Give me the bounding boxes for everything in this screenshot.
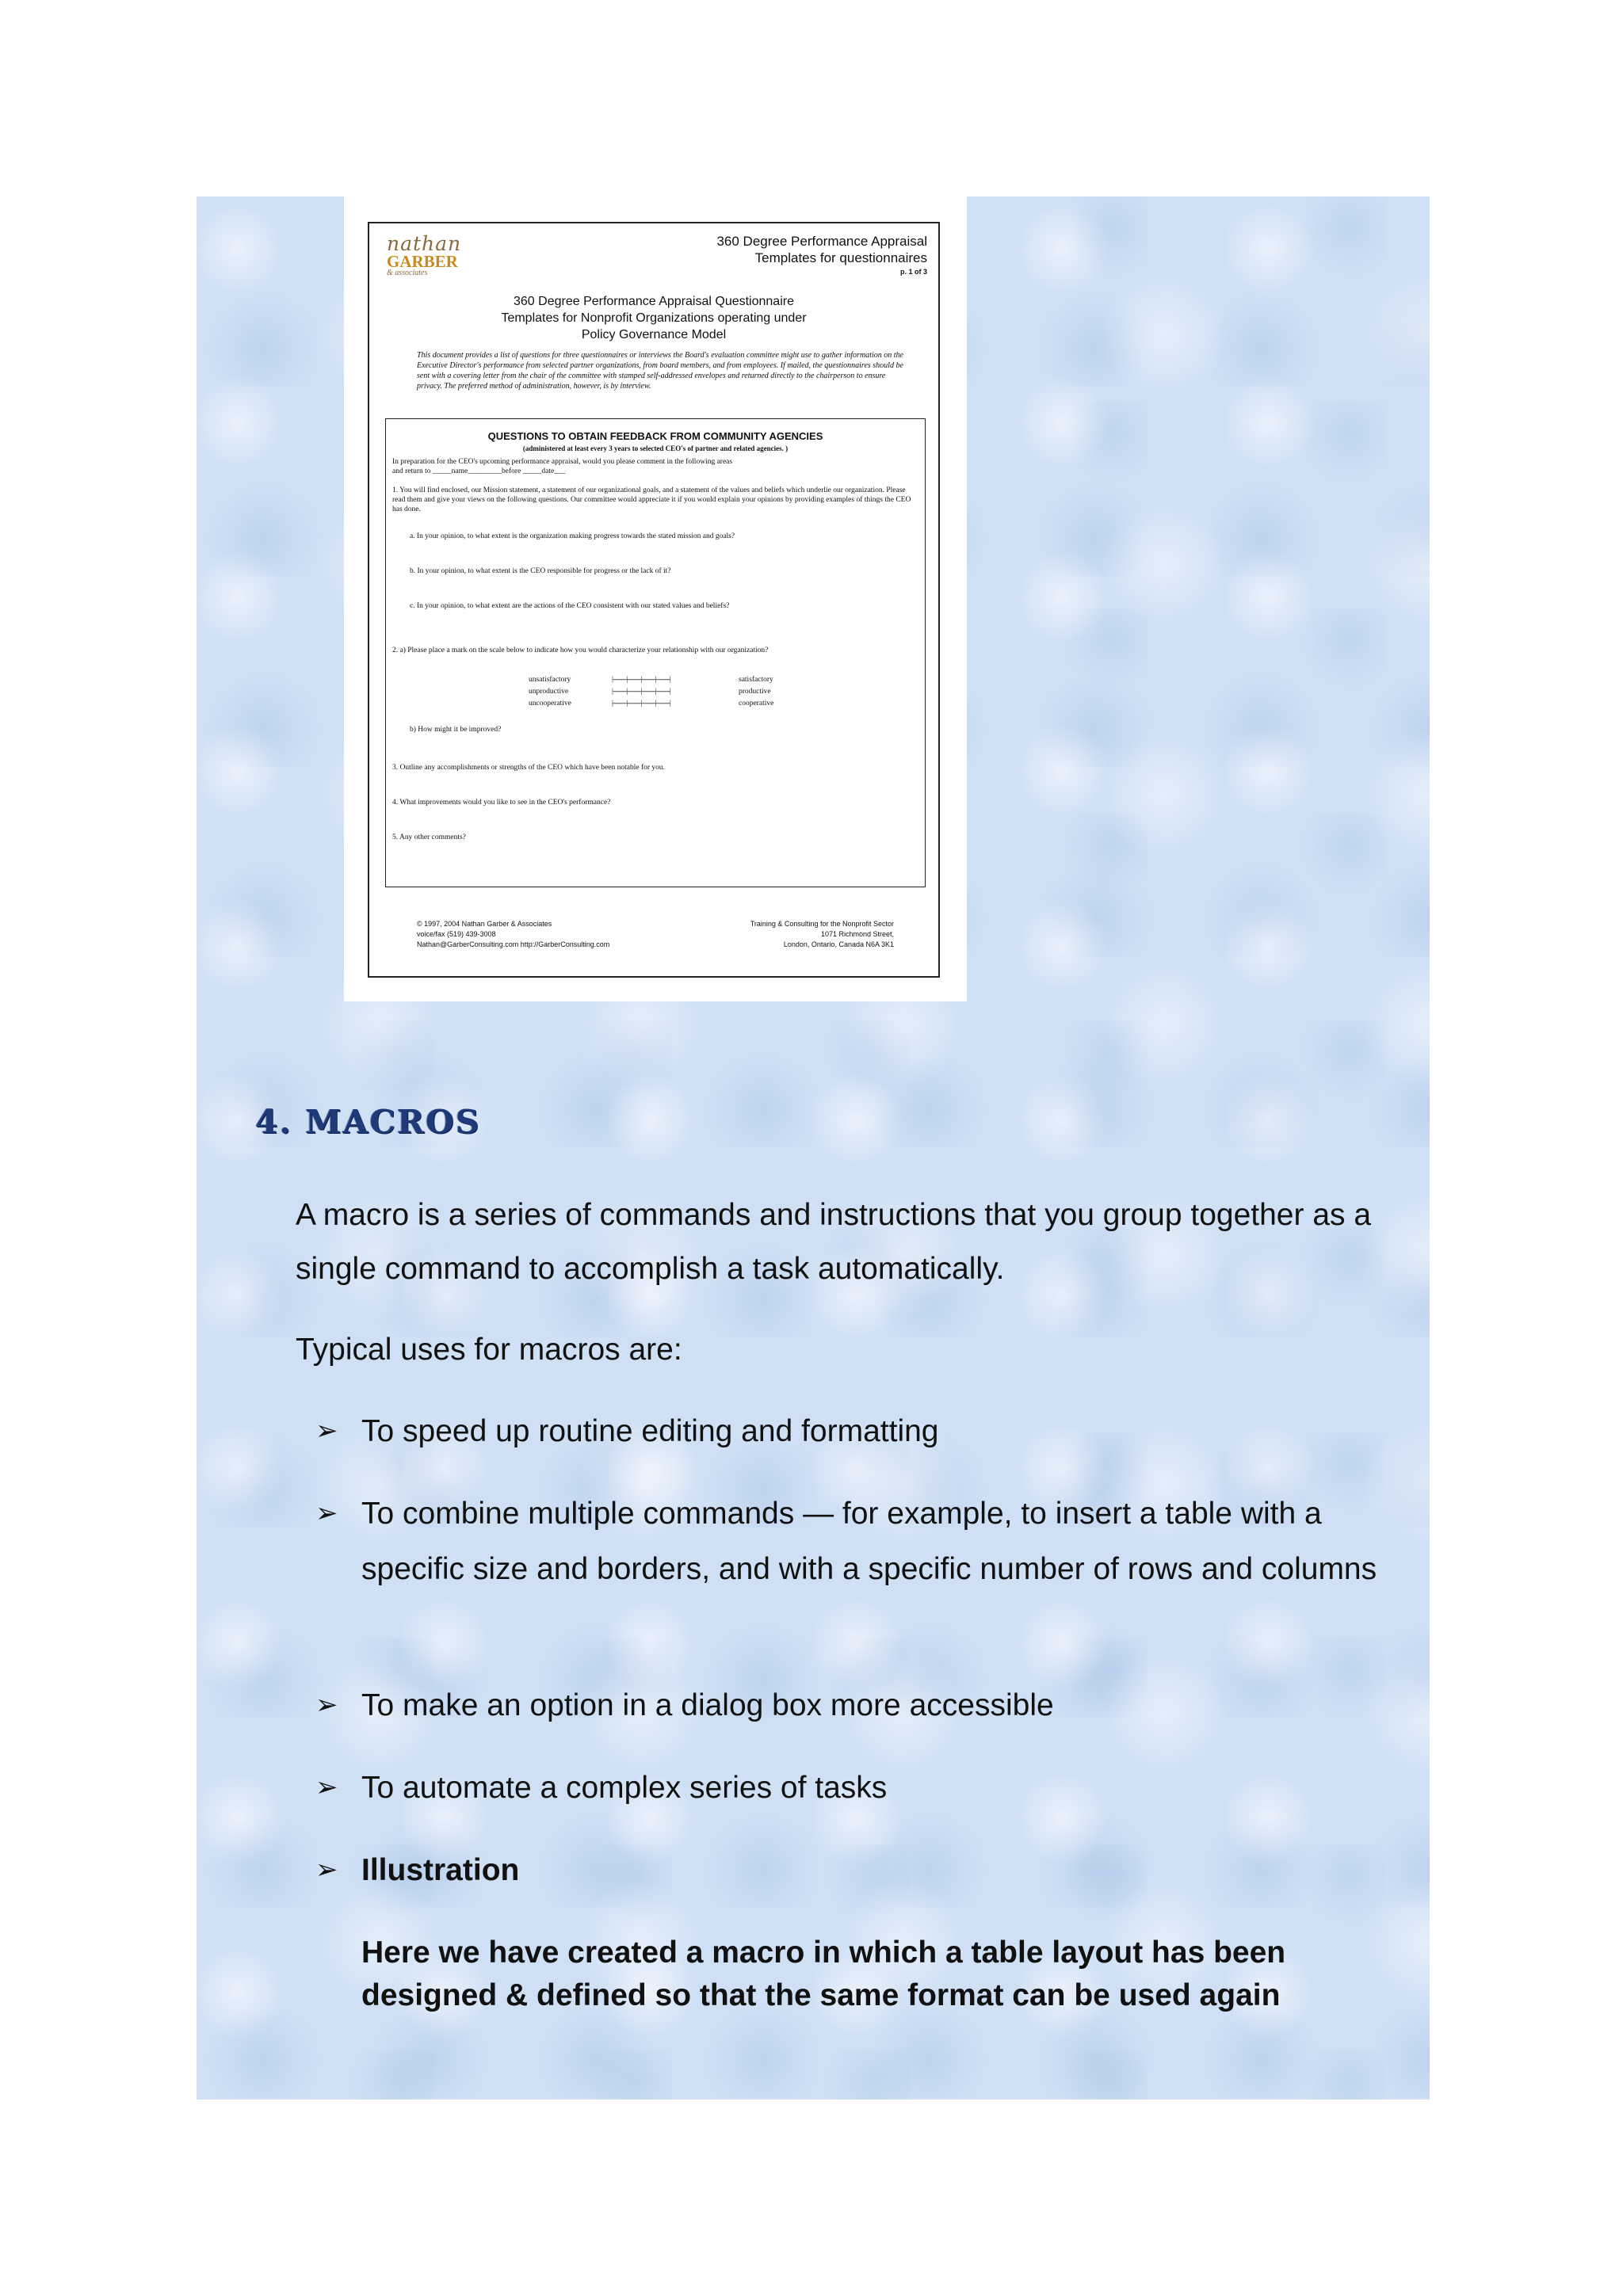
scale-right-label: productive xyxy=(739,688,771,696)
question-4: 4. What improvements would you like to see in the CEO's performance? xyxy=(392,799,611,807)
footer-line: Nathan@GarberConsulting.com http://GarberConsulting.com xyxy=(417,940,610,948)
doc-header xyxy=(716,233,927,277)
scale-right-label: satisfactory xyxy=(739,676,773,684)
scale-left-label: uncooperative xyxy=(529,700,571,707)
doc-page-number: p. 1 of 3 xyxy=(899,268,927,276)
macro-definition: A macro is a series of commands and instructions that you group together as a single command to accomplish a task automatically. xyxy=(296,1198,1372,1286)
return-text: and return to _____name_________before _____date___ xyxy=(392,467,566,475)
question-2: 2. a) Please place a mark on the scale below to indicate how you would characterize your relationship with our organization? xyxy=(392,646,769,654)
footer-line: London, Ontario, Canada N6A 3K1 xyxy=(783,940,894,948)
arrow-bullet-icon: ➢ xyxy=(315,1772,338,1803)
logo-line-3: & associates xyxy=(387,269,428,277)
scale-left-label: unsatisfactory xyxy=(529,676,571,684)
section-heading: 4. MACROS xyxy=(255,1103,481,1141)
question-5: 5. Any other comments? xyxy=(392,833,466,841)
prep-text: In preparation for the CEO's upcoming performance appraisal, would you please comment in the following areas xyxy=(392,458,733,466)
list-item-text: To make an option in a dialog box more accessible xyxy=(361,1688,1054,1722)
footer-line: © 1997, 2004 Nathan Garber & Associates xyxy=(417,920,552,928)
questions-subtitle: (administered at least every 3 years to selected CEO's of partner and related agencies. ) xyxy=(522,444,789,452)
doc-footer-left xyxy=(417,919,609,950)
scale-left-label: unproductive xyxy=(529,688,569,696)
logo-line-2: GARBER xyxy=(387,252,458,271)
list-item-text: Illustration xyxy=(361,1853,520,1887)
footer-line: voice/fax (519) 439-3008 xyxy=(417,930,496,938)
question-1c: c. In your opinion, to what extent are the actions of the CEO consistent with our stated values and beliefs? xyxy=(410,602,730,610)
scale-row xyxy=(529,674,798,686)
list-item-text: To speed up routine editing and formatting xyxy=(361,1414,939,1448)
doc-title-line: Templates for Nonprofit Organizations operating under xyxy=(501,311,807,325)
doc-header-line-1: 360 Degree Performance Appraisal xyxy=(716,234,927,249)
arrow-bullet-icon: ➢ xyxy=(315,1415,338,1447)
doc-title-line: Policy Governance Model xyxy=(581,328,727,341)
list-item-text: To combine multiple commands — for example, to insert a table with a specific size and borders, and with a specific number of rows and columns xyxy=(361,1497,1377,1586)
doc-title xyxy=(369,293,938,343)
uses-intro: Typical uses for macros are: xyxy=(296,1333,682,1367)
doc-footer-right xyxy=(750,919,894,950)
scale-row xyxy=(529,698,798,710)
questionnaire-page xyxy=(368,222,940,978)
scale-bar: |--------|--------|--------|--------| xyxy=(612,688,670,696)
arrow-bullet-icon: ➢ xyxy=(315,1854,338,1886)
questionnaire-image xyxy=(344,196,967,1001)
doc-intro: This document provides a list of questions for three questionnaires or interviews the Board's evaluation committee might use to gather information on the Executive Director's performance from selected partner organizations, from board members, and from employees. If mailed, the questionnaires should be sent with a covering letter from the chair of the committee with stamped self-addressed envelopes and returned directly to the chairperson to ensure privacy. The preferred method of administration, however, is by interview. xyxy=(417,351,903,391)
arrow-bullet-icon: ➢ xyxy=(315,1497,338,1529)
questions-box xyxy=(385,418,926,887)
list-item-text: To automate a complex series of tasks xyxy=(361,1771,888,1805)
question-1: 1. You will find enclosed, our Mission statement, a statement of our organizational goals, and a statement of the values and beliefs which underlie our organization. Please read them and give your views on the following questions. Our committee would appreciate it if you would explain your opinions by providing examples of things the CEO has done. xyxy=(392,486,911,513)
question-3: 3. Outline any accomplishments or strengths of the CEO which have been notable for you. xyxy=(392,764,666,772)
question-1a: a. In your opinion, to what extent is the organization making progress towards the stated mission and goals? xyxy=(410,532,735,540)
doc-title-line: 360 Degree Performance Appraisal Questionnaire xyxy=(514,295,794,308)
scale-bar: |--------|--------|--------|--------| xyxy=(612,700,670,707)
footer-line: 1071 Richmond Street, xyxy=(820,930,894,938)
footer-line: Training & Consulting for the Nonprofit Sector xyxy=(750,920,894,928)
question-2b: b) How might it be improved? xyxy=(410,726,502,734)
logo-line-1: nathan xyxy=(387,232,462,255)
scale-bar: |--------|--------|--------|--------| xyxy=(612,676,670,684)
garber-logo xyxy=(387,232,462,277)
doc-header-line-2: Templates for questionnaires xyxy=(754,250,927,265)
arrow-bullet-icon: ➢ xyxy=(315,1689,338,1721)
illustration-text: Here we have created a macro in which a table layout has been designed & defined so that the same format can be used again xyxy=(361,1936,1286,2012)
question-1b: b. In your opinion, to what extent is the CEO responsible for progress or the lack of it? xyxy=(410,567,671,575)
rating-scale xyxy=(529,674,798,710)
scale-row xyxy=(529,686,798,698)
questions-title: QUESTIONS TO OBTAIN FEEDBACK FROM COMMUNITY AGENCIES xyxy=(487,430,823,442)
scale-right-label: cooperative xyxy=(739,700,774,707)
